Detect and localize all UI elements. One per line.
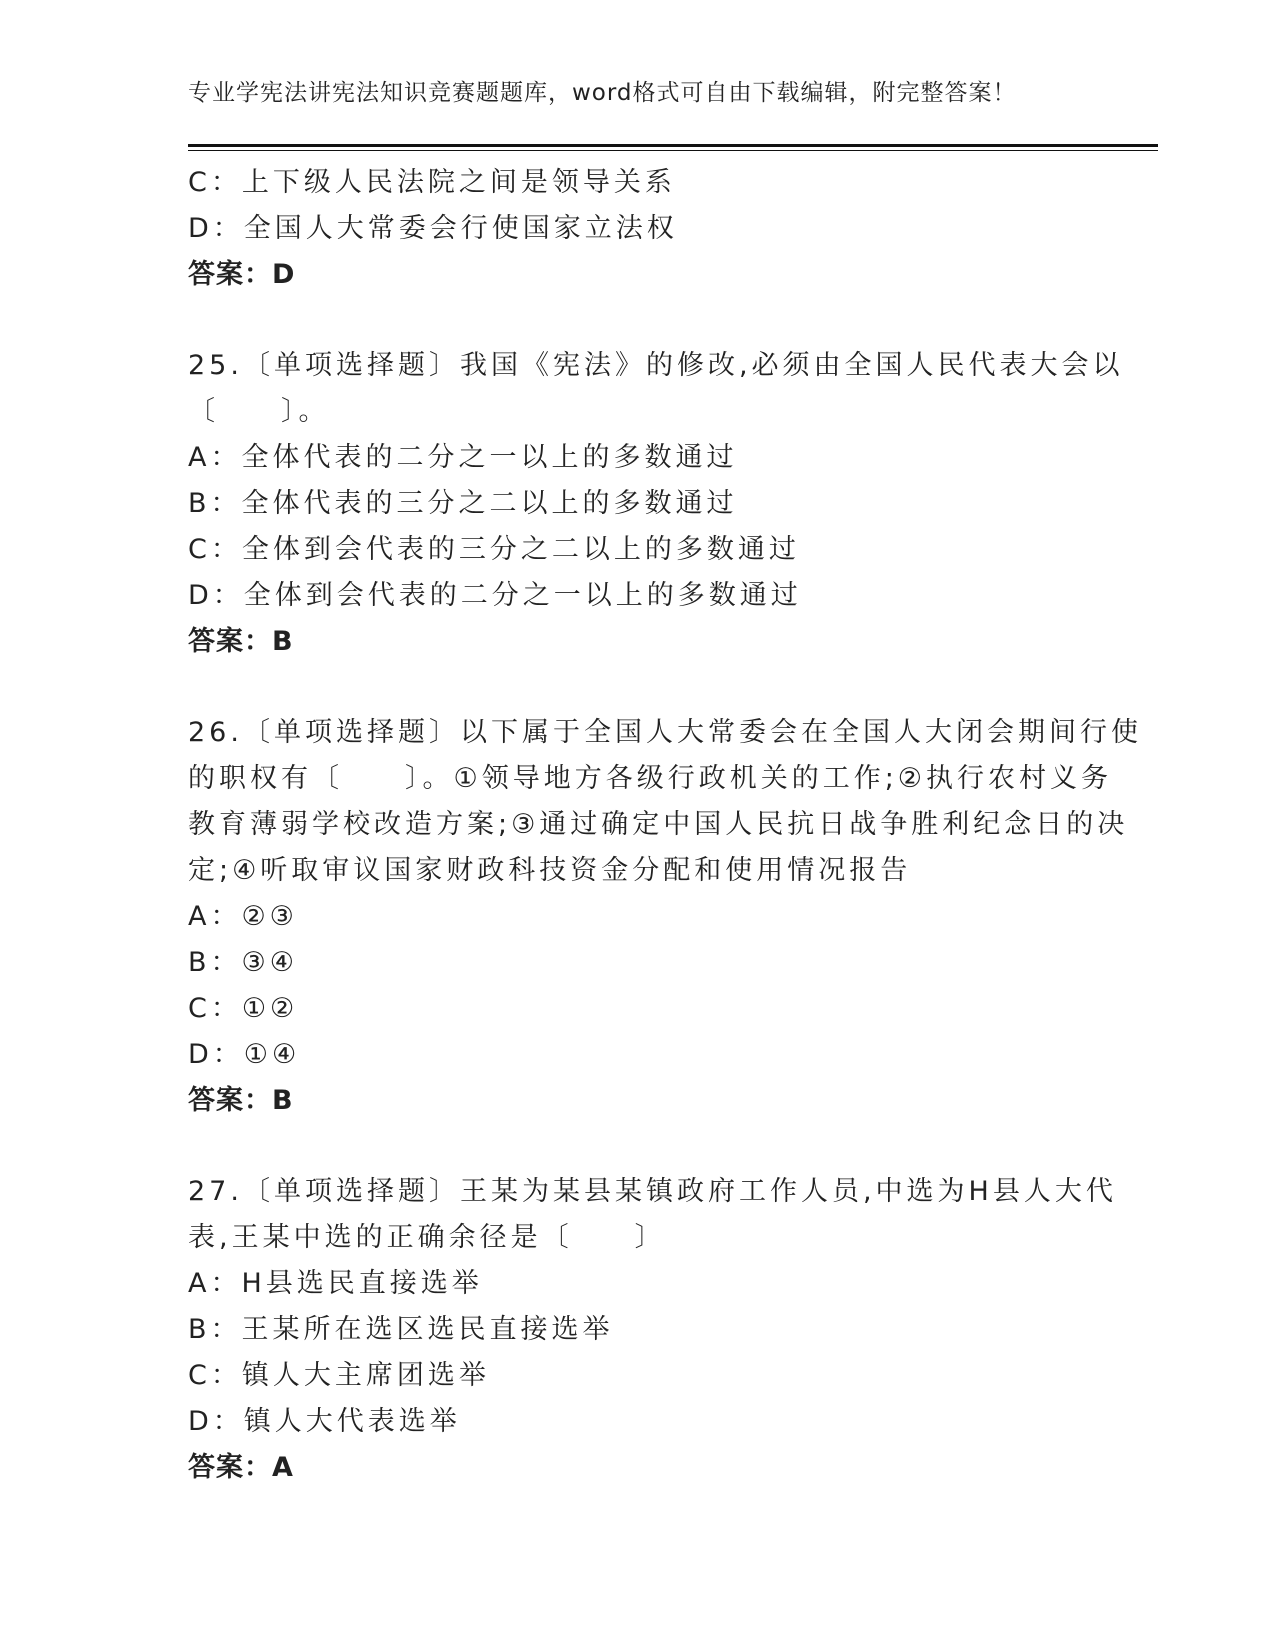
question-stem: 25.〔单项选择题〕我国《宪法》的修改,必须由全国人民代表大会以 xyxy=(188,350,1124,381)
answer: 答案：D xyxy=(188,259,296,290)
page-header: 专业学宪法讲宪法知识竞赛题题库，word格式可自由下载编辑，附完整答案！ xyxy=(188,80,1017,106)
answer: 答案：B xyxy=(188,626,294,657)
question-stem: 的职权有〔 〕。①领导地方各级行政机关的工作;②执行农村义务 xyxy=(188,763,1113,794)
option-d: D：镇人大代表选举 xyxy=(188,1406,461,1437)
question-stem: 定;④听取审议国家财政科技资金分配和使用情况报告 xyxy=(188,855,912,886)
option-a: A：全体代表的二分之一以上的多数通过 xyxy=(188,442,738,473)
option-d: D：全国人大常委会行使国家立法权 xyxy=(188,213,678,244)
question-stem: 26.〔单项选择题〕以下属于全国人大常委会在全国人大闭会期间行使 xyxy=(188,717,1142,748)
header-rule-thin xyxy=(188,150,1158,151)
question-content xyxy=(188,160,1142,1491)
question-stem: 〔 〕。 xyxy=(188,396,330,427)
question-27 xyxy=(188,1169,1117,1491)
option-c: C：镇人大主席团选举 xyxy=(188,1360,490,1391)
option-b: B：③④ xyxy=(188,947,298,978)
option-d: D：①④ xyxy=(188,1039,301,1070)
option-a: A：②③ xyxy=(188,901,298,932)
question-26 xyxy=(188,710,1142,1124)
option-c: C：①② xyxy=(188,993,299,1024)
option-c: C：全体到会代表的三分之二以上的多数通过 xyxy=(188,534,800,565)
option-a: A：H县选民直接选举 xyxy=(188,1268,483,1299)
question-25 xyxy=(188,343,1124,665)
question-stem: 教育薄弱学校改造方案;③通过确定中国人民抗日战争胜利纪念日的决 xyxy=(188,809,1129,840)
header-rule-thick xyxy=(188,144,1158,147)
option-b: B：全体代表的三分之二以上的多数通过 xyxy=(188,488,738,519)
spacer xyxy=(188,298,1088,343)
option-c: C：上下级人民法院之间是领导关系 xyxy=(188,167,676,198)
option-d: D：全体到会代表的二分之一以上的多数通过 xyxy=(188,580,802,611)
question-24 xyxy=(188,160,1088,298)
spacer xyxy=(188,665,1088,710)
question-stem: 表,王某中选的正确余径是〔 〕 xyxy=(188,1222,666,1253)
question-stem: 27.〔单项选择题〕王某为某县某镇政府工作人员,中选为H县人大代 xyxy=(188,1176,1117,1207)
spacer xyxy=(188,1124,1088,1169)
answer: 答案：B xyxy=(188,1085,294,1116)
answer: 答案：A xyxy=(188,1452,294,1483)
option-b: B：王某所在选区选民直接选举 xyxy=(188,1314,614,1345)
